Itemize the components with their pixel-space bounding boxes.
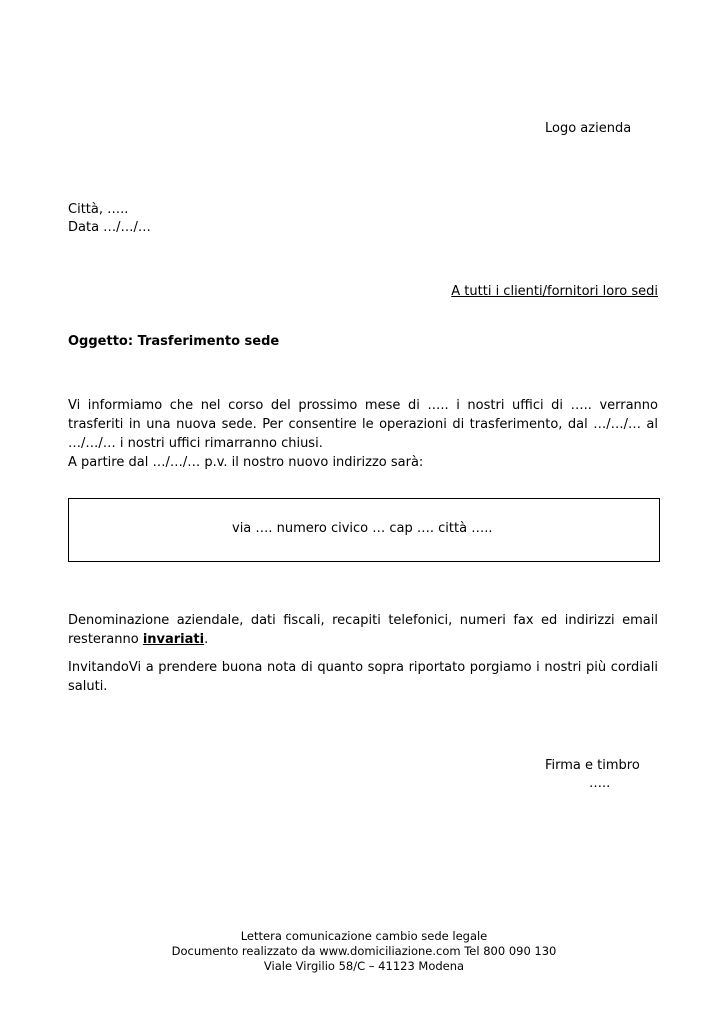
logo-placeholder: Logo azienda bbox=[545, 121, 632, 136]
unchanged-end: . bbox=[204, 632, 209, 647]
body-text: Vi informiamo che nel corso del prossimo mese di ….. i nostri uffici di ….. verranno trasferiti in una nuova sede. Per consentire le operazioni di trasferimento, dal …/…/… al …/…/… i nostri uffici rimarranno chiusi. bbox=[68, 398, 658, 451]
body-paragraph bbox=[68, 396, 658, 472]
unchanged-paragraph bbox=[68, 611, 658, 649]
unchanged-emphasis: invariati bbox=[142, 632, 205, 647]
subject-line: Oggetto: Trasferimento sede bbox=[68, 334, 280, 349]
city-line: Città, ….. bbox=[68, 202, 129, 217]
signature-dots: ….. bbox=[589, 776, 611, 791]
footer-line-3: Viale Virgilio 58/C – 41123 Modena bbox=[263, 959, 465, 973]
closing-paragraph bbox=[68, 658, 658, 696]
footer-line-1: Lettera comunicazione cambio sede legale bbox=[240, 929, 488, 943]
date-line: Data …/…/… bbox=[68, 220, 151, 235]
closing-text: InvitandoVi a prendere buona nota di quanto sopra riportato porgiamo i nostri più cordiali saluti. bbox=[68, 660, 658, 694]
body-text-address-intro: A partire dal …/…/… p.v. il nostro nuovo indirizzo sarà: bbox=[68, 455, 424, 470]
unchanged-text: Denominazione aziendale, dati fiscali, recapiti telefonici, numeri fax ed indirizzi email resteranno bbox=[68, 613, 658, 647]
footer-line-2: Documento realizzato da www.domiciliazione.com Tel 800 090 130 bbox=[171, 944, 557, 958]
signature-label: Firma e timbro bbox=[545, 758, 640, 773]
recipient-line: A tutti i clienti/fornitori loro sedi bbox=[451, 284, 658, 299]
new-address: via …. numero civico … cap …. città ….. bbox=[232, 521, 493, 536]
